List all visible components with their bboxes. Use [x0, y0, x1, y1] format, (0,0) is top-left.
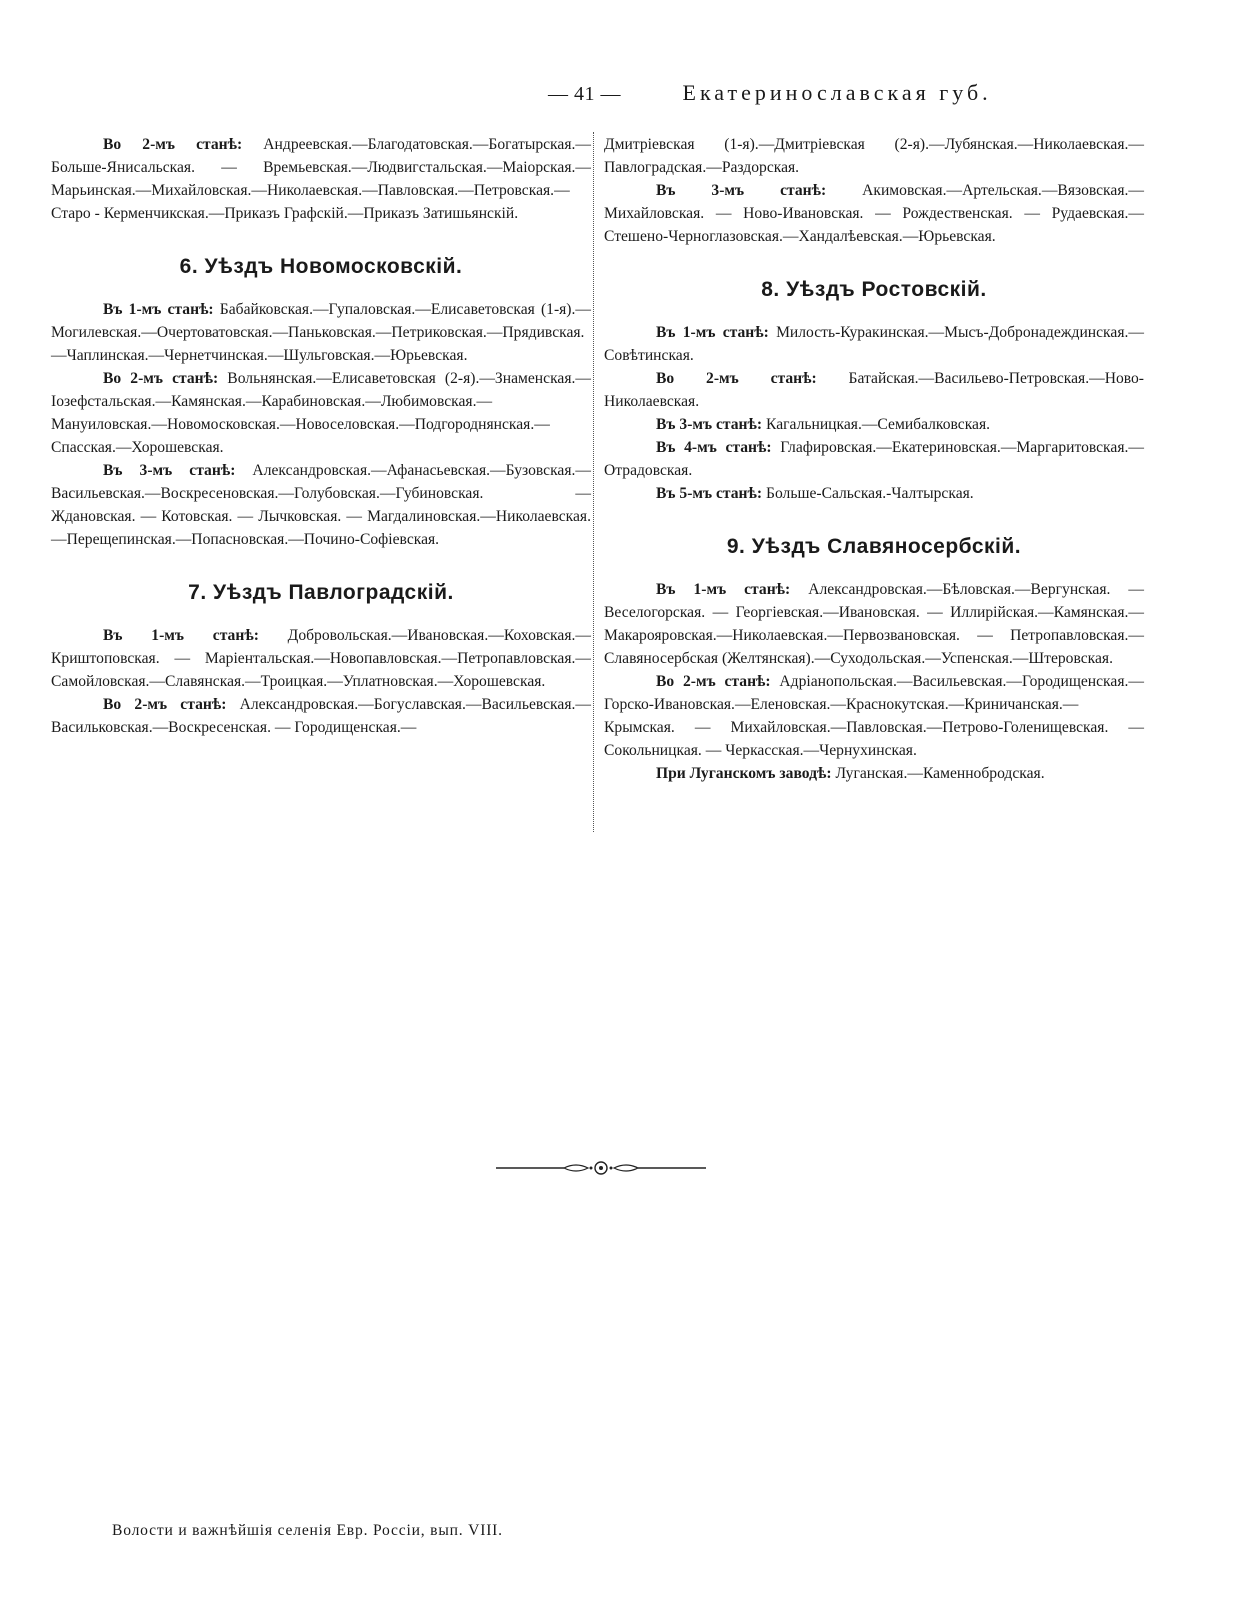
paragraph	[604, 179, 1144, 248]
volost-list: Андреевская.—Благодатовская.—Богатырская.—Больше-Янисальская. — Времьевская.—Людвигстальская.—Маiорская.—Марьинская.—Михайловская.—Николаевская.—Павловская.—Петровская.—Старо - Керменчикская.—Приказъ Графскiй.—Приказъ Затишьянскiй.	[51, 136, 591, 222]
column-divider	[593, 132, 595, 832]
ornament-divider-icon	[496, 1158, 706, 1178]
paragraph	[604, 321, 1144, 367]
right-column	[604, 133, 1144, 785]
stan-label: Въ 1-мъ станѣ:	[656, 581, 791, 598]
stan-label: Въ 3-мъ станѣ:	[656, 416, 763, 433]
section-heading: 8. Уѣздъ Ростовскiй.	[761, 278, 987, 301]
paragraph	[51, 367, 591, 459]
paragraph	[51, 459, 591, 551]
stan-label: Въ 1-мъ станѣ:	[103, 301, 214, 318]
section-heading: 7. Уѣздъ Павлоградскiй.	[188, 581, 454, 604]
stan-label: Въ 5-мъ станѣ:	[656, 485, 763, 502]
stan-label: Во 2-мъ станѣ:	[103, 696, 227, 713]
volost-list: Бабайковская.—Гупаловская.—Елисаветовская (1-я).—Могилевская.—Очертоватовская.—Паньковская.—Петриковская.—Прядивская.—Чаплинская.—Чернетчинская.—Шульговская.—Юрьевская.	[51, 301, 591, 364]
volost-list: Кагальницкая.—Семибалковская.	[762, 416, 991, 433]
running-title: Екатеринославская губ.	[682, 80, 992, 105]
stan-label: Во 2-мъ станѣ:	[103, 136, 243, 153]
stan-label: При Луганскомъ заводѣ:	[656, 765, 832, 782]
page-header	[548, 80, 1168, 106]
paragraph	[604, 578, 1144, 670]
stan-label: Во 2-мъ станѣ:	[103, 370, 219, 387]
volost-list: Луганская.—Каменнобродская.	[831, 765, 1045, 782]
stan-label: Въ 4-мъ станѣ:	[656, 439, 772, 456]
paragraph	[604, 670, 1144, 762]
volost-list: Глафировская.—Екатериновская.—Маргаритовская.—Отрадовская.	[604, 439, 1144, 479]
left-column	[51, 133, 591, 739]
paragraph	[51, 298, 591, 367]
volost-list: Дмитрiевская (1-я).—Дмитрiевская (2-я).—Лубянская.—Николаевская.—Павлоградская.—Раздорская.	[604, 136, 1144, 176]
paragraph	[51, 624, 591, 693]
stan-label: Во 2-мъ станѣ:	[656, 370, 817, 387]
volost-list: Акимовская.—Артельская.—Вязовская.—Михайловская. — Ново-Ивановская. — Рождественская. — Рудаевская.—Стешено-Черноглазовская.—Хандалѣевская.—Юрьевская.	[604, 182, 1144, 245]
volost-list: Милость-Куракинская.—Мысъ-Добронадеждинская.—Совѣтинская.	[604, 324, 1144, 364]
volost-list: Больше-Сальская.-Чалтырская.	[762, 485, 974, 502]
paragraph	[604, 367, 1144, 413]
paragraph	[604, 762, 1144, 785]
page-footer: Волости и важнѣйшiя селенiя Евр. Россiи, вып. VIII.	[112, 1522, 503, 1539]
paragraph	[51, 133, 591, 225]
section-heading: 9. Уѣздъ Славяносербскiй.	[726, 535, 1022, 558]
volost-list: Александровская.—Бѣловская.—Вергунская. — Веселогорская. — Георгiевская.—Ивановская. — Иллирiйская.—Камянская.—Макарояровская.—Николаевская.—Первозвановская. — Петропавловская.—Славяносербская (Желтянская).—Суходольская.—Успенская.—Штеровская.	[604, 581, 1144, 667]
paragraph	[604, 413, 1144, 436]
paragraph	[604, 133, 1144, 179]
volost-list: Вольнянская.—Елисаветовская (2-я).—Знаменская.—Iозефстальская.—Камянская.—Карабиновская.—Любимовская.—Мануиловская.—Новомосковская.—Новоселовская.—Подгороднянская.—Спасская.—Хорошевская.	[51, 370, 591, 456]
volost-list: Добровольская.—Ивановская.—Коховская.—Криштоповская. — Марiентальская.—Новопавловская.—Петропавловская.—Самойловская.—Славянская.—Троицкая.—Уплатновская.—Хорошевская.	[51, 627, 591, 690]
section-heading: 6. Уѣздъ Новомосковскiй.	[179, 255, 463, 278]
volost-list: Адрiанопольская.—Васильевская.—Городищенская.—Горско-Ивановская.—Еленовская.—Краснокутская.—Криничанская.—Крымская. — Михайловская.—Павловская.—Петрово-Голенищевская. — Сокольницкая. — Черкасская.—Чернухинская.	[604, 673, 1144, 759]
paragraph	[604, 436, 1144, 482]
volost-list: Александровская.—Афанасьевская.—Бузовская.—Васильевская.—Воскресеновская.—Голубовская.—Губиновская. — Ждановская. — Котовская. — Лычковская. — Магдалиновская.—Николаевская.—Перещепинская.—Попасновская.—Почино-Софiевская.	[51, 462, 591, 548]
volost-list: Батайская.—Васильево-Петровская.—Ново-Николаевская.	[604, 370, 1144, 410]
page-number: — 41 —	[548, 83, 621, 105]
stan-label: Въ 1-мъ станѣ:	[103, 627, 259, 644]
stan-label: Во 2-мъ станѣ:	[656, 673, 771, 690]
volost-list: Александровская.—Богуславская.—Васильевская.—Васильковская.—Воскресенская. — Городищенская.—	[51, 696, 591, 736]
stan-label: Въ 3-мъ станѣ:	[103, 462, 236, 479]
paragraph	[51, 693, 591, 739]
stan-label: Въ 1-мъ станѣ:	[656, 324, 769, 341]
paragraph	[604, 482, 1144, 505]
stan-label: Въ 3-мъ станѣ:	[656, 182, 827, 199]
